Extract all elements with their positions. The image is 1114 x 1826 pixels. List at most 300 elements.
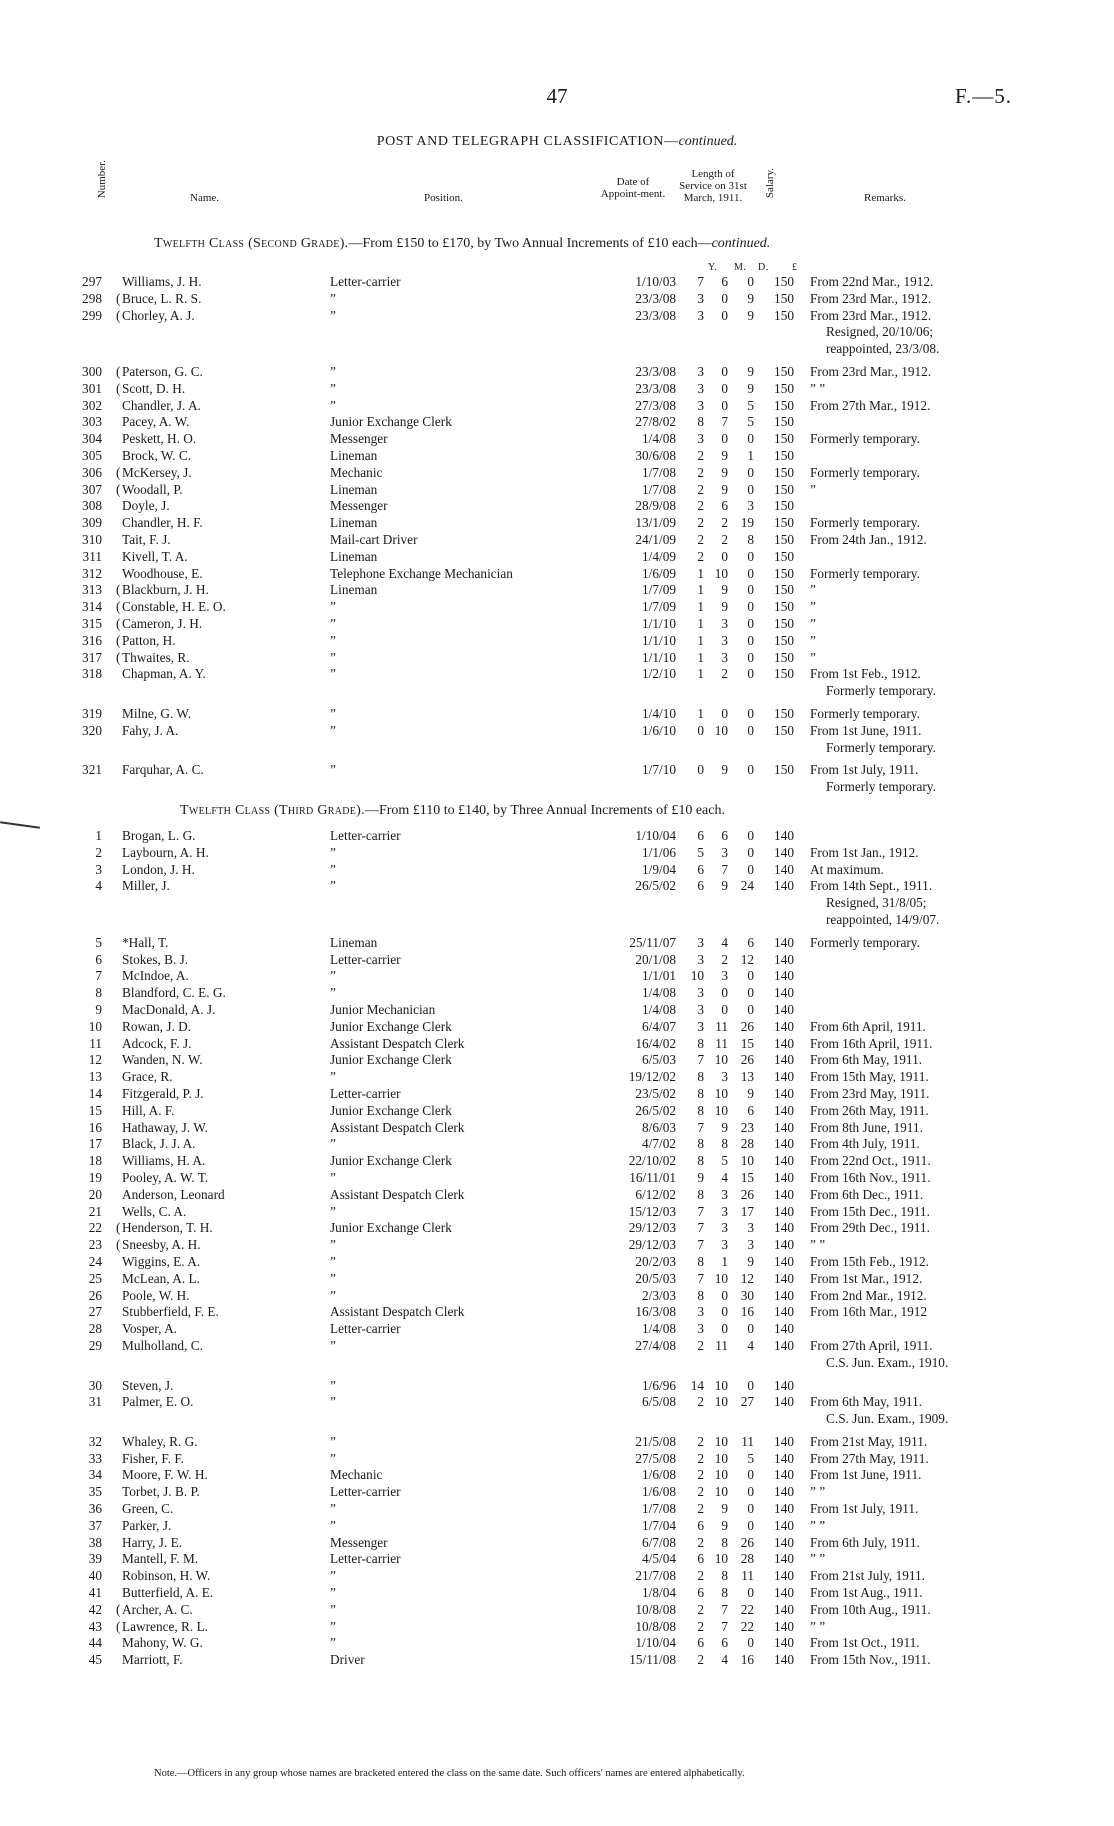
row-salary: 140 <box>774 1635 794 1651</box>
row-bracket: ( <box>116 307 121 323</box>
row-position: Assistant Despatch Clerk <box>330 1304 465 1320</box>
row-years: 8 <box>697 1186 704 1202</box>
row-number: 9 <box>95 1001 102 1017</box>
row-position: Mechanic <box>330 464 383 480</box>
title-suffix: continued. <box>678 134 738 149</box>
row-number: 298 <box>82 290 102 306</box>
row-remarks <box>810 1019 1020 1036</box>
row-bracket: ( <box>116 599 121 615</box>
remark-line: From 23rd Mar., 1912. <box>810 307 932 323</box>
remark-line: From 15th Nov., 1911. <box>810 1652 931 1668</box>
table-row <box>60 1103 1020 1120</box>
row-months: 11 <box>715 1035 728 1051</box>
row-salary: 140 <box>774 1035 794 1051</box>
row-position: ” <box>330 1136 336 1152</box>
row-months: 0 <box>721 1001 728 1017</box>
row-date: 6/4/07 <box>642 1018 676 1034</box>
row-number: 26 <box>88 1287 102 1303</box>
row-remarks <box>810 1484 1020 1501</box>
row-name: Mahony, W. G. <box>122 1635 203 1651</box>
row-number: 35 <box>88 1484 102 1500</box>
row-name: Miller, J. <box>122 878 170 894</box>
row-years: 3 <box>697 397 704 413</box>
table-row <box>60 1585 1020 1602</box>
row-position: ” <box>330 844 336 860</box>
row-remarks <box>810 762 1020 796</box>
table-row <box>60 308 1020 358</box>
row-remarks <box>810 952 1020 969</box>
row-years: 8 <box>697 1253 704 1269</box>
row-number: 22 <box>88 1220 102 1236</box>
row-position: Letter-carrier <box>330 1321 401 1337</box>
row-name: Robinson, H. W. <box>122 1568 211 1584</box>
row-name: Harry, J. E. <box>122 1534 183 1550</box>
header-position: Position. <box>424 192 463 204</box>
row-remarks <box>810 935 1020 952</box>
row-salary: 140 <box>774 1568 794 1584</box>
row-name: Paterson, G. C. <box>122 363 203 379</box>
row-date: 1/7/08 <box>642 481 676 497</box>
row-number: 25 <box>88 1270 102 1286</box>
row-number: 39 <box>88 1551 102 1567</box>
header-salary: Salary. <box>764 168 776 199</box>
row-salary: 140 <box>774 828 794 843</box>
row-date: 27/8/02 <box>635 414 676 430</box>
row-years: 1 <box>697 649 704 665</box>
row-date: 6/12/02 <box>635 1186 676 1202</box>
table-row <box>60 935 1020 952</box>
row-months: 10 <box>714 1551 728 1567</box>
row-months: 9 <box>721 1517 728 1533</box>
row-name: Thwaites, R. <box>122 649 190 665</box>
row-name: *Hall, T. <box>122 934 169 950</box>
row-date: 21/7/08 <box>635 1568 676 1584</box>
row-remarks <box>810 1204 1020 1221</box>
row-date: 1/10/04 <box>635 828 676 843</box>
row-months: 0 <box>721 397 728 413</box>
row-name: Chandler, H. F. <box>122 515 203 531</box>
row-date: 27/5/08 <box>635 1450 676 1466</box>
row-number: 317 <box>82 649 102 665</box>
row-years: 7 <box>697 1203 704 1219</box>
row-date: 20/5/03 <box>635 1270 676 1286</box>
row-date: 1/1/10 <box>642 615 676 631</box>
row-number: 15 <box>88 1102 102 1118</box>
row-days: 26 <box>740 1534 754 1550</box>
row-days: 0 <box>747 844 754 860</box>
row-remarks <box>810 666 1020 700</box>
row-date: 23/5/02 <box>635 1085 676 1101</box>
margin-mark <box>0 821 40 829</box>
row-months: 0 <box>721 985 728 1001</box>
row-date: 1/1/10 <box>642 632 676 648</box>
row-days: 0 <box>747 762 754 778</box>
row-remarks <box>810 1585 1020 1602</box>
row-years: 1 <box>697 615 704 631</box>
row-date: 1/6/96 <box>642 1377 676 1393</box>
row-name: Wiggins, E. A. <box>122 1253 201 1269</box>
row-position: ” <box>330 878 336 894</box>
row-number: 5 <box>95 934 102 950</box>
row-days: 1 <box>747 447 754 463</box>
row-name: Kivell, T. A. <box>122 548 188 564</box>
row-name: Constable, H. E. O. <box>122 599 226 615</box>
row-days: 0 <box>747 1377 754 1393</box>
table-row <box>60 566 1020 583</box>
row-date: 1/7/10 <box>642 762 676 778</box>
table-row <box>60 878 1020 928</box>
row-remarks <box>810 1187 1020 1204</box>
row-position: ” <box>330 1501 336 1517</box>
row-date: 1/7/08 <box>642 464 676 480</box>
row-number: 23 <box>88 1237 102 1253</box>
row-days: 0 <box>747 828 754 843</box>
row-salary: 150 <box>774 363 794 379</box>
row-number: 305 <box>82 447 102 463</box>
row-remarks <box>810 1002 1020 1019</box>
row-number: 12 <box>88 1052 102 1068</box>
row-months: 9 <box>721 481 728 497</box>
row-salary: 140 <box>774 1394 794 1410</box>
row-number: 42 <box>88 1601 102 1617</box>
row-years: 2 <box>697 464 704 480</box>
row-number: 18 <box>88 1153 102 1169</box>
row-bracket: ( <box>116 1220 121 1236</box>
section2-desc: —From £110 to £140, by Three Annual Increments of £10 each. <box>364 803 725 818</box>
row-position: ” <box>330 1618 336 1634</box>
row-months: 3 <box>721 844 728 860</box>
table-row <box>60 1036 1020 1053</box>
row-years: 3 <box>697 985 704 1001</box>
row-salary: 150 <box>774 414 794 430</box>
row-years: 2 <box>697 1601 704 1617</box>
row-remarks <box>810 985 1020 1002</box>
row-salary: 150 <box>774 666 794 682</box>
row-months: 11 <box>715 1018 728 1034</box>
row-years: 2 <box>697 548 704 564</box>
row-date: 6/5/03 <box>642 1052 676 1068</box>
row-years: 3 <box>697 951 704 967</box>
row-date: 25/11/07 <box>629 934 676 950</box>
row-days: 22 <box>740 1618 754 1634</box>
row-years: 7 <box>697 1237 704 1253</box>
remark-line: From 22nd Oct., 1911. <box>810 1153 931 1169</box>
row-number: 21 <box>88 1203 102 1219</box>
row-remarks <box>810 1254 1020 1271</box>
section1-heading <box>0 236 1114 252</box>
table-row <box>60 633 1020 650</box>
row-name: Lawrence, R. L. <box>122 1618 209 1634</box>
row-salary: 150 <box>774 599 794 615</box>
row-date: 1/4/08 <box>642 1321 676 1337</box>
row-number: 302 <box>82 397 102 413</box>
row-name: Hill, A. F. <box>122 1102 175 1118</box>
row-remarks <box>810 549 1020 566</box>
row-name: Palmer, E. O. <box>122 1394 194 1410</box>
row-date: 1/4/08 <box>642 985 676 1001</box>
row-date: 1/7/04 <box>642 1517 676 1533</box>
row-bracket: ( <box>116 649 121 665</box>
row-name: Fisher, F. F. <box>122 1450 184 1466</box>
table-row <box>60 1394 1020 1428</box>
row-name: Brock, W. C. <box>122 447 192 463</box>
row-days: 0 <box>747 431 754 447</box>
row-number: 45 <box>88 1652 102 1668</box>
row-bracket: ( <box>116 632 121 648</box>
row-years: 2 <box>697 1450 704 1466</box>
row-remarks <box>810 1378 1020 1395</box>
row-name: Steven, J. <box>122 1377 174 1393</box>
row-years: 7 <box>697 1052 704 1068</box>
row-name: Parker, J. <box>122 1517 172 1533</box>
table-row <box>60 1220 1020 1237</box>
row-number: 10 <box>88 1018 102 1034</box>
table-row <box>60 465 1020 482</box>
row-years: 2 <box>697 1618 704 1634</box>
row-bracket: ( <box>116 1618 121 1634</box>
row-years: 6 <box>697 1635 704 1651</box>
row-days: 4 <box>747 1337 754 1353</box>
row-days: 12 <box>740 1270 754 1286</box>
row-salary: 150 <box>774 531 794 547</box>
row-date: 1/7/09 <box>642 599 676 615</box>
row-years: 3 <box>697 431 704 447</box>
row-months: 9 <box>721 1501 728 1517</box>
table-row <box>60 1271 1020 1288</box>
row-name: Patton, H. <box>122 632 176 648</box>
row-remarks <box>810 1451 1020 1468</box>
row-number: 29 <box>88 1337 102 1353</box>
row-name: Stubberfield, F. E. <box>122 1304 219 1320</box>
row-salary: 140 <box>774 1220 794 1236</box>
row-years: 2 <box>697 515 704 531</box>
row-position: ” <box>330 762 336 778</box>
row-salary: 140 <box>774 1484 794 1500</box>
row-position: Messenger <box>330 431 388 447</box>
row-years: 8 <box>697 414 704 430</box>
header-number: Number. <box>96 160 108 199</box>
row-number: 11 <box>89 1035 102 1051</box>
table-row <box>60 1378 1020 1395</box>
table-row <box>60 398 1020 415</box>
table-row <box>60 1321 1020 1338</box>
row-position: Lineman <box>330 934 378 950</box>
row-date: 8/6/03 <box>642 1119 676 1135</box>
row-date: 2/3/03 <box>642 1287 676 1303</box>
remark-line: ” <box>810 649 816 665</box>
row-date: 1/4/10 <box>642 705 676 721</box>
row-years: 6 <box>697 878 704 894</box>
row-years: 1 <box>697 666 704 682</box>
row-months: 9 <box>721 582 728 598</box>
row-remarks <box>810 845 1020 862</box>
row-bracket: ( <box>116 1601 121 1617</box>
row-date: 1/6/09 <box>642 565 676 581</box>
row-remarks <box>810 1394 1020 1428</box>
row-months: 5 <box>721 1153 728 1169</box>
row-salary: 140 <box>774 1601 794 1617</box>
row-remarks <box>810 1069 1020 1086</box>
row-position: Lineman <box>330 582 378 598</box>
row-days: 5 <box>747 1450 754 1466</box>
row-years: 7 <box>697 1119 704 1135</box>
row-date: 1/7/08 <box>642 1501 676 1517</box>
row-days: 28 <box>740 1136 754 1152</box>
row-months: 1 <box>721 1253 728 1269</box>
row-position: Junior Exchange Clerk <box>330 1220 452 1236</box>
row-remarks <box>810 582 1020 599</box>
remark-line: C.S. Jun. Exam., 1909. <box>826 1411 949 1427</box>
row-position: ” <box>330 649 336 665</box>
remark-line: From 1st Feb., 1912. <box>810 666 921 682</box>
header-remarks: Remarks. <box>864 192 906 204</box>
row-months: 10 <box>714 722 728 738</box>
row-name: Farquhar, A. C. <box>122 762 204 778</box>
row-salary: 150 <box>774 397 794 413</box>
row-months: 8 <box>721 1585 728 1601</box>
row-position: ” <box>330 1287 336 1303</box>
remark-line: From 24th Jan., 1912. <box>810 531 927 547</box>
remark-line: ” <box>810 582 816 598</box>
section2-class: Twelfth Class (Third Grade). <box>180 803 365 818</box>
row-days: 3 <box>747 1220 754 1236</box>
table-row <box>60 1002 1020 1019</box>
row-salary: 150 <box>774 307 794 323</box>
remark-line: ” ” <box>810 1551 826 1567</box>
row-salary: 150 <box>774 431 794 447</box>
row-position: Lineman <box>330 548 378 564</box>
row-number: 37 <box>88 1517 102 1533</box>
row-date: 1/4/08 <box>642 431 676 447</box>
row-salary: 140 <box>774 1501 794 1517</box>
row-months: 9 <box>721 599 728 615</box>
row-salary: 140 <box>774 1052 794 1068</box>
row-salary: 140 <box>774 1304 794 1320</box>
row-name: Torbet, J. B. P. <box>122 1484 200 1500</box>
row-number: 3 <box>95 861 102 877</box>
row-position: Messenger <box>330 1534 388 1550</box>
row-number: 43 <box>88 1618 102 1634</box>
row-salary: 140 <box>774 934 794 950</box>
row-salary: 140 <box>774 1119 794 1135</box>
row-name: Cameron, J. H. <box>122 615 203 631</box>
table-row <box>60 1069 1020 1086</box>
row-name: Woodall, P. <box>122 481 183 497</box>
remark-line: From 15th Dec., 1911. <box>810 1203 930 1219</box>
table-row <box>60 968 1020 985</box>
row-days: 11 <box>741 1433 754 1449</box>
row-days: 0 <box>747 666 754 682</box>
remark-line: Formerly temporary. <box>826 683 936 699</box>
row-position: ” <box>330 861 336 877</box>
row-salary: 140 <box>774 878 794 894</box>
row-date: 1/10/03 <box>635 274 676 289</box>
row-position: ” <box>330 1585 336 1601</box>
row-remarks <box>810 706 1020 723</box>
remark-line: From 10th Aug., 1911. <box>810 1601 931 1617</box>
remark-line: From 1st Mar., 1912. <box>810 1270 923 1286</box>
row-salary: 140 <box>774 1186 794 1202</box>
row-salary: 140 <box>774 1001 794 1017</box>
row-months: 3 <box>721 1237 728 1253</box>
row-years: 2 <box>697 1467 704 1483</box>
salary-pound-header: £ <box>792 262 798 273</box>
row-salary: 150 <box>774 705 794 721</box>
row-remarks <box>810 1237 1020 1254</box>
remark-line: Formerly temporary. <box>810 934 920 950</box>
row-position: ” <box>330 1237 336 1253</box>
row-years: 10 <box>690 968 704 984</box>
row-months: 9 <box>721 447 728 463</box>
remark-line: From 23rd Mar., 1912. <box>810 290 932 306</box>
row-salary: 140 <box>774 1433 794 1449</box>
row-remarks <box>810 381 1020 398</box>
row-days: 0 <box>747 861 754 877</box>
row-days: 5 <box>747 397 754 413</box>
row-days: 0 <box>747 1585 754 1601</box>
row-months: 0 <box>721 380 728 396</box>
row-months: 6 <box>721 498 728 514</box>
row-remarks <box>810 650 1020 667</box>
row-remarks <box>810 1501 1020 1518</box>
row-name: Tait, F. J. <box>122 531 171 547</box>
table-row <box>60 448 1020 465</box>
row-number: 30 <box>88 1377 102 1393</box>
row-days: 0 <box>747 481 754 497</box>
row-name: Vosper, A. <box>122 1321 177 1337</box>
row-days: 9 <box>747 290 754 306</box>
row-number: 314 <box>82 599 102 615</box>
table-row <box>60 549 1020 566</box>
row-days: 0 <box>747 1484 754 1500</box>
table-row <box>60 1019 1020 1036</box>
section1-desc: —From £150 to £170, by Two Annual Increments of £10 each— <box>348 236 712 251</box>
row-number: 306 <box>82 464 102 480</box>
row-number: 316 <box>82 632 102 648</box>
row-remarks <box>810 723 1020 757</box>
row-bracket: ( <box>116 380 121 396</box>
remark-line: From 27th April, 1911. <box>810 1337 933 1353</box>
row-months: 0 <box>721 705 728 721</box>
row-number: 33 <box>88 1450 102 1466</box>
row-remarks <box>810 398 1020 415</box>
row-remarks <box>810 291 1020 308</box>
row-years: 8 <box>697 1035 704 1051</box>
row-number: 19 <box>88 1169 102 1185</box>
row-position: Assistant Despatch Clerk <box>330 1186 465 1202</box>
table-row <box>60 1254 1020 1271</box>
row-days: 5 <box>747 414 754 430</box>
row-days: 12 <box>740 951 754 967</box>
row-years: 2 <box>697 1501 704 1517</box>
row-months: 4 <box>721 934 728 950</box>
row-date: 4/7/02 <box>642 1136 676 1152</box>
row-days: 0 <box>747 1001 754 1017</box>
row-position: ” <box>330 1337 336 1353</box>
row-days: 26 <box>740 1018 754 1034</box>
row-position: ” <box>330 1069 336 1085</box>
row-years: 8 <box>697 1287 704 1303</box>
table-row <box>60 291 1020 308</box>
row-years: 8 <box>697 1085 704 1101</box>
row-months: 7 <box>721 861 728 877</box>
row-remarks <box>810 1321 1020 1338</box>
row-salary: 150 <box>774 481 794 497</box>
row-remarks <box>810 1288 1020 1305</box>
table-row <box>60 364 1020 381</box>
remark-line: From 4th July, 1911. <box>810 1136 920 1152</box>
row-date: 26/5/02 <box>635 1102 676 1118</box>
